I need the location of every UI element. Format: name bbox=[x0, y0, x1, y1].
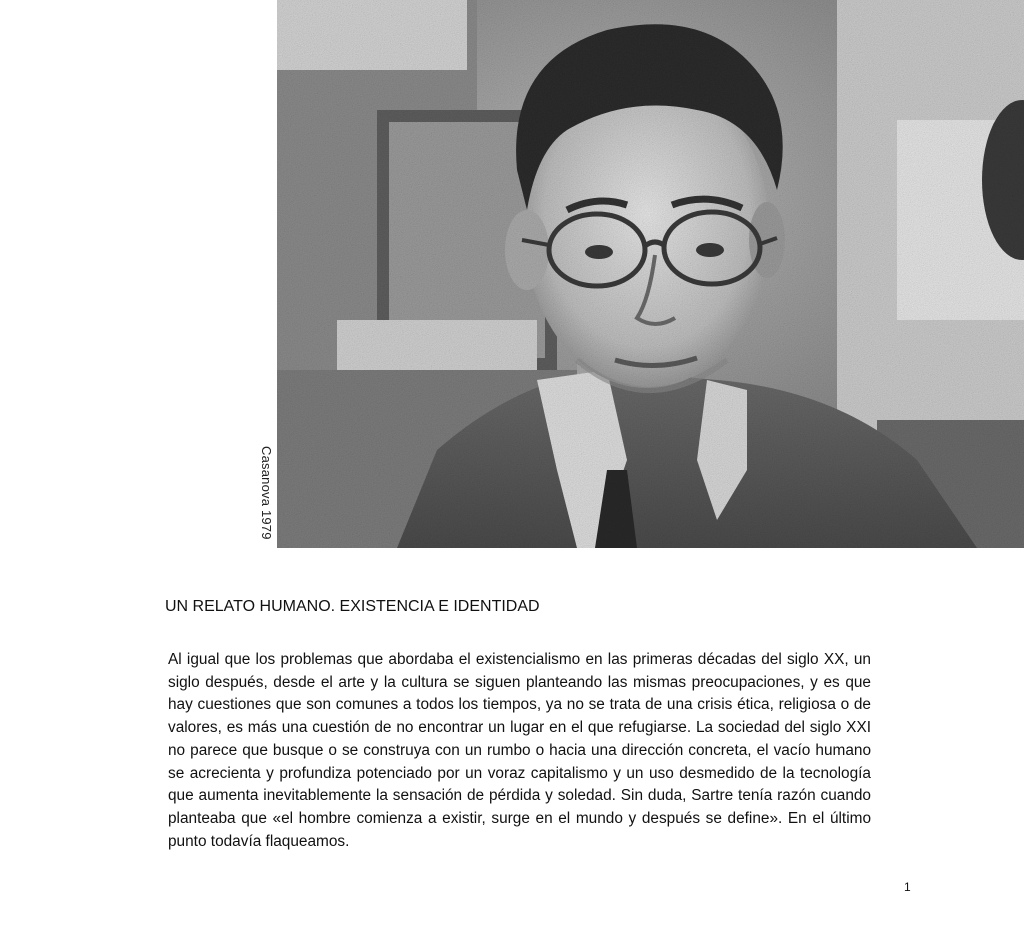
portrait-photo bbox=[277, 0, 1024, 548]
page-number: 1 bbox=[904, 880, 911, 894]
photo-caption: Casanova 1979 bbox=[259, 446, 274, 540]
section-heading: UN RELATO HUMANO. EXISTENCIA E IDENTIDAD bbox=[165, 598, 540, 615]
portrait-image bbox=[277, 0, 1024, 548]
body-paragraph: Al igual que los problemas que abordaba el existencialismo en las primeras décadas del siglo XX, un siglo después, desde el arte y la cultura se siguen planteando las mismas preocupaciones, y es que hay cuestiones que son comunes a todos los tiempos, ya no se trata de una crisis ética, religiosa o de valores, es más una cuestión de no encontrar un lugar en el que refugiarse. La sociedad del siglo XXI no parece que busque o se construya con un rumbo o hacia una dirección concreta, el vacío humano se acrecienta y profundiza potenciado por un voraz capitalismo y un uso desmedido de la tecnología que aumenta inevitablemente la sensación de pérdida y soledad. Sin duda, Sartre tenía razón cuando planteaba que «el hombre comienza a existir, surge en el mundo y después se define». En el último punto todavía flaqueamos. bbox=[168, 651, 871, 850]
